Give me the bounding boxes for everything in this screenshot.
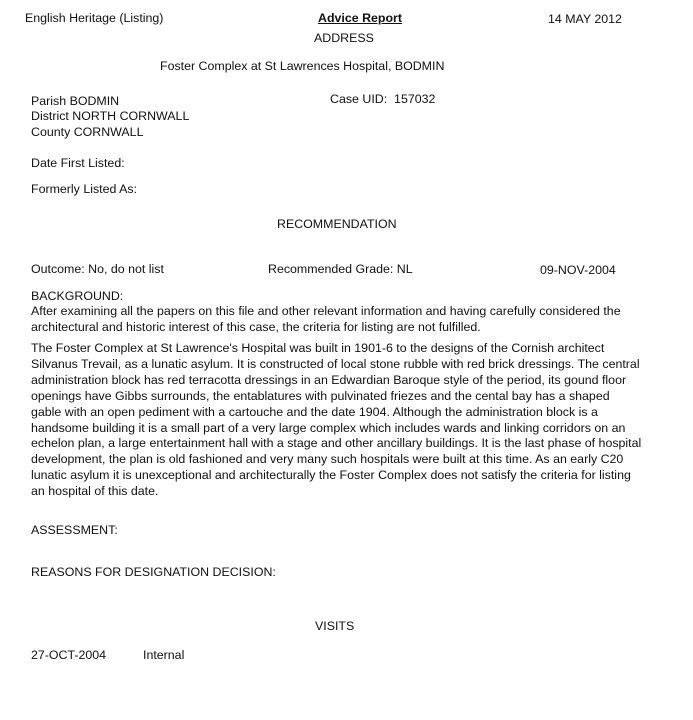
recommendation-date: 09-NOV-2004: [540, 263, 616, 277]
source-label: English Heritage (Listing): [25, 11, 164, 25]
case-uid: [330, 92, 435, 107]
report-date: 14 MAY 2012: [548, 12, 622, 26]
recommended-grade: Recommended Grade: NL: [268, 262, 413, 276]
address-heading: ADDRESS: [314, 31, 374, 45]
case-uid-label: Case UID:: [330, 92, 388, 106]
county: County CORNWALL: [31, 125, 144, 139]
background-paragraph-1: After examining all the papers on this file and other relevant information and having carefully considered the architectural and historic interest of this case, the criteria for listing are not fulfilled.: [31, 304, 621, 334]
district: District NORTH CORNWALL: [31, 109, 190, 123]
visits-heading: VISITS: [315, 619, 355, 633]
outcome: Outcome: No, do not list: [31, 262, 164, 276]
reasons-heading: REASONS FOR DESIGNATION DECISION:: [31, 565, 276, 579]
address-line: Foster Complex at St Lawrences Hospital, BODMIN: [160, 59, 445, 73]
background-heading: BACKGROUND:: [31, 289, 124, 303]
background-paragraph-2: The Foster Complex at St Lawrence's Hospital was built in 1901-6 to the designs of the Cornish architect Silvanus Trevail, as a lunatic asylum. It is constructed of local stone rubble with red brick dressings. The central administration block has red terracotta dressings in an Edwardian Baroque style of the period, its gound floor openings have Gibbs surrounds, the entablatures with pulvinated friezes and the cental bay has a shaped gable with an open pediment with a cartouche and the date 1904. Although the administration block is a handsome building it is a small part of a very large complex which includes wards and linking corridors on an echelon plan, a large entertainment hall with a stage and other ancillary buildings. It is the last phase of hospital development, the plan is old fashioned and very many such hospitals were built at this time. As an early C20 lunatic asylum it is unexceptional and architecturally the Foster Complex does not satisfy the criteria for listing an hospital of this date.: [31, 341, 642, 499]
case-uid-value: 157032: [394, 92, 436, 106]
report-title: Advice Report: [318, 11, 402, 25]
assessment-heading: ASSESSMENT:: [31, 523, 118, 537]
date-first-listed: Date First Listed:: [31, 156, 125, 170]
recommendation-heading: RECOMMENDATION: [277, 217, 397, 231]
visit-date: 27-OCT-2004: [31, 648, 107, 662]
parish: Parish BODMIN: [31, 94, 120, 108]
visit-type: Internal: [143, 648, 185, 662]
formerly-listed-as: Formerly Listed As:: [31, 182, 138, 196]
